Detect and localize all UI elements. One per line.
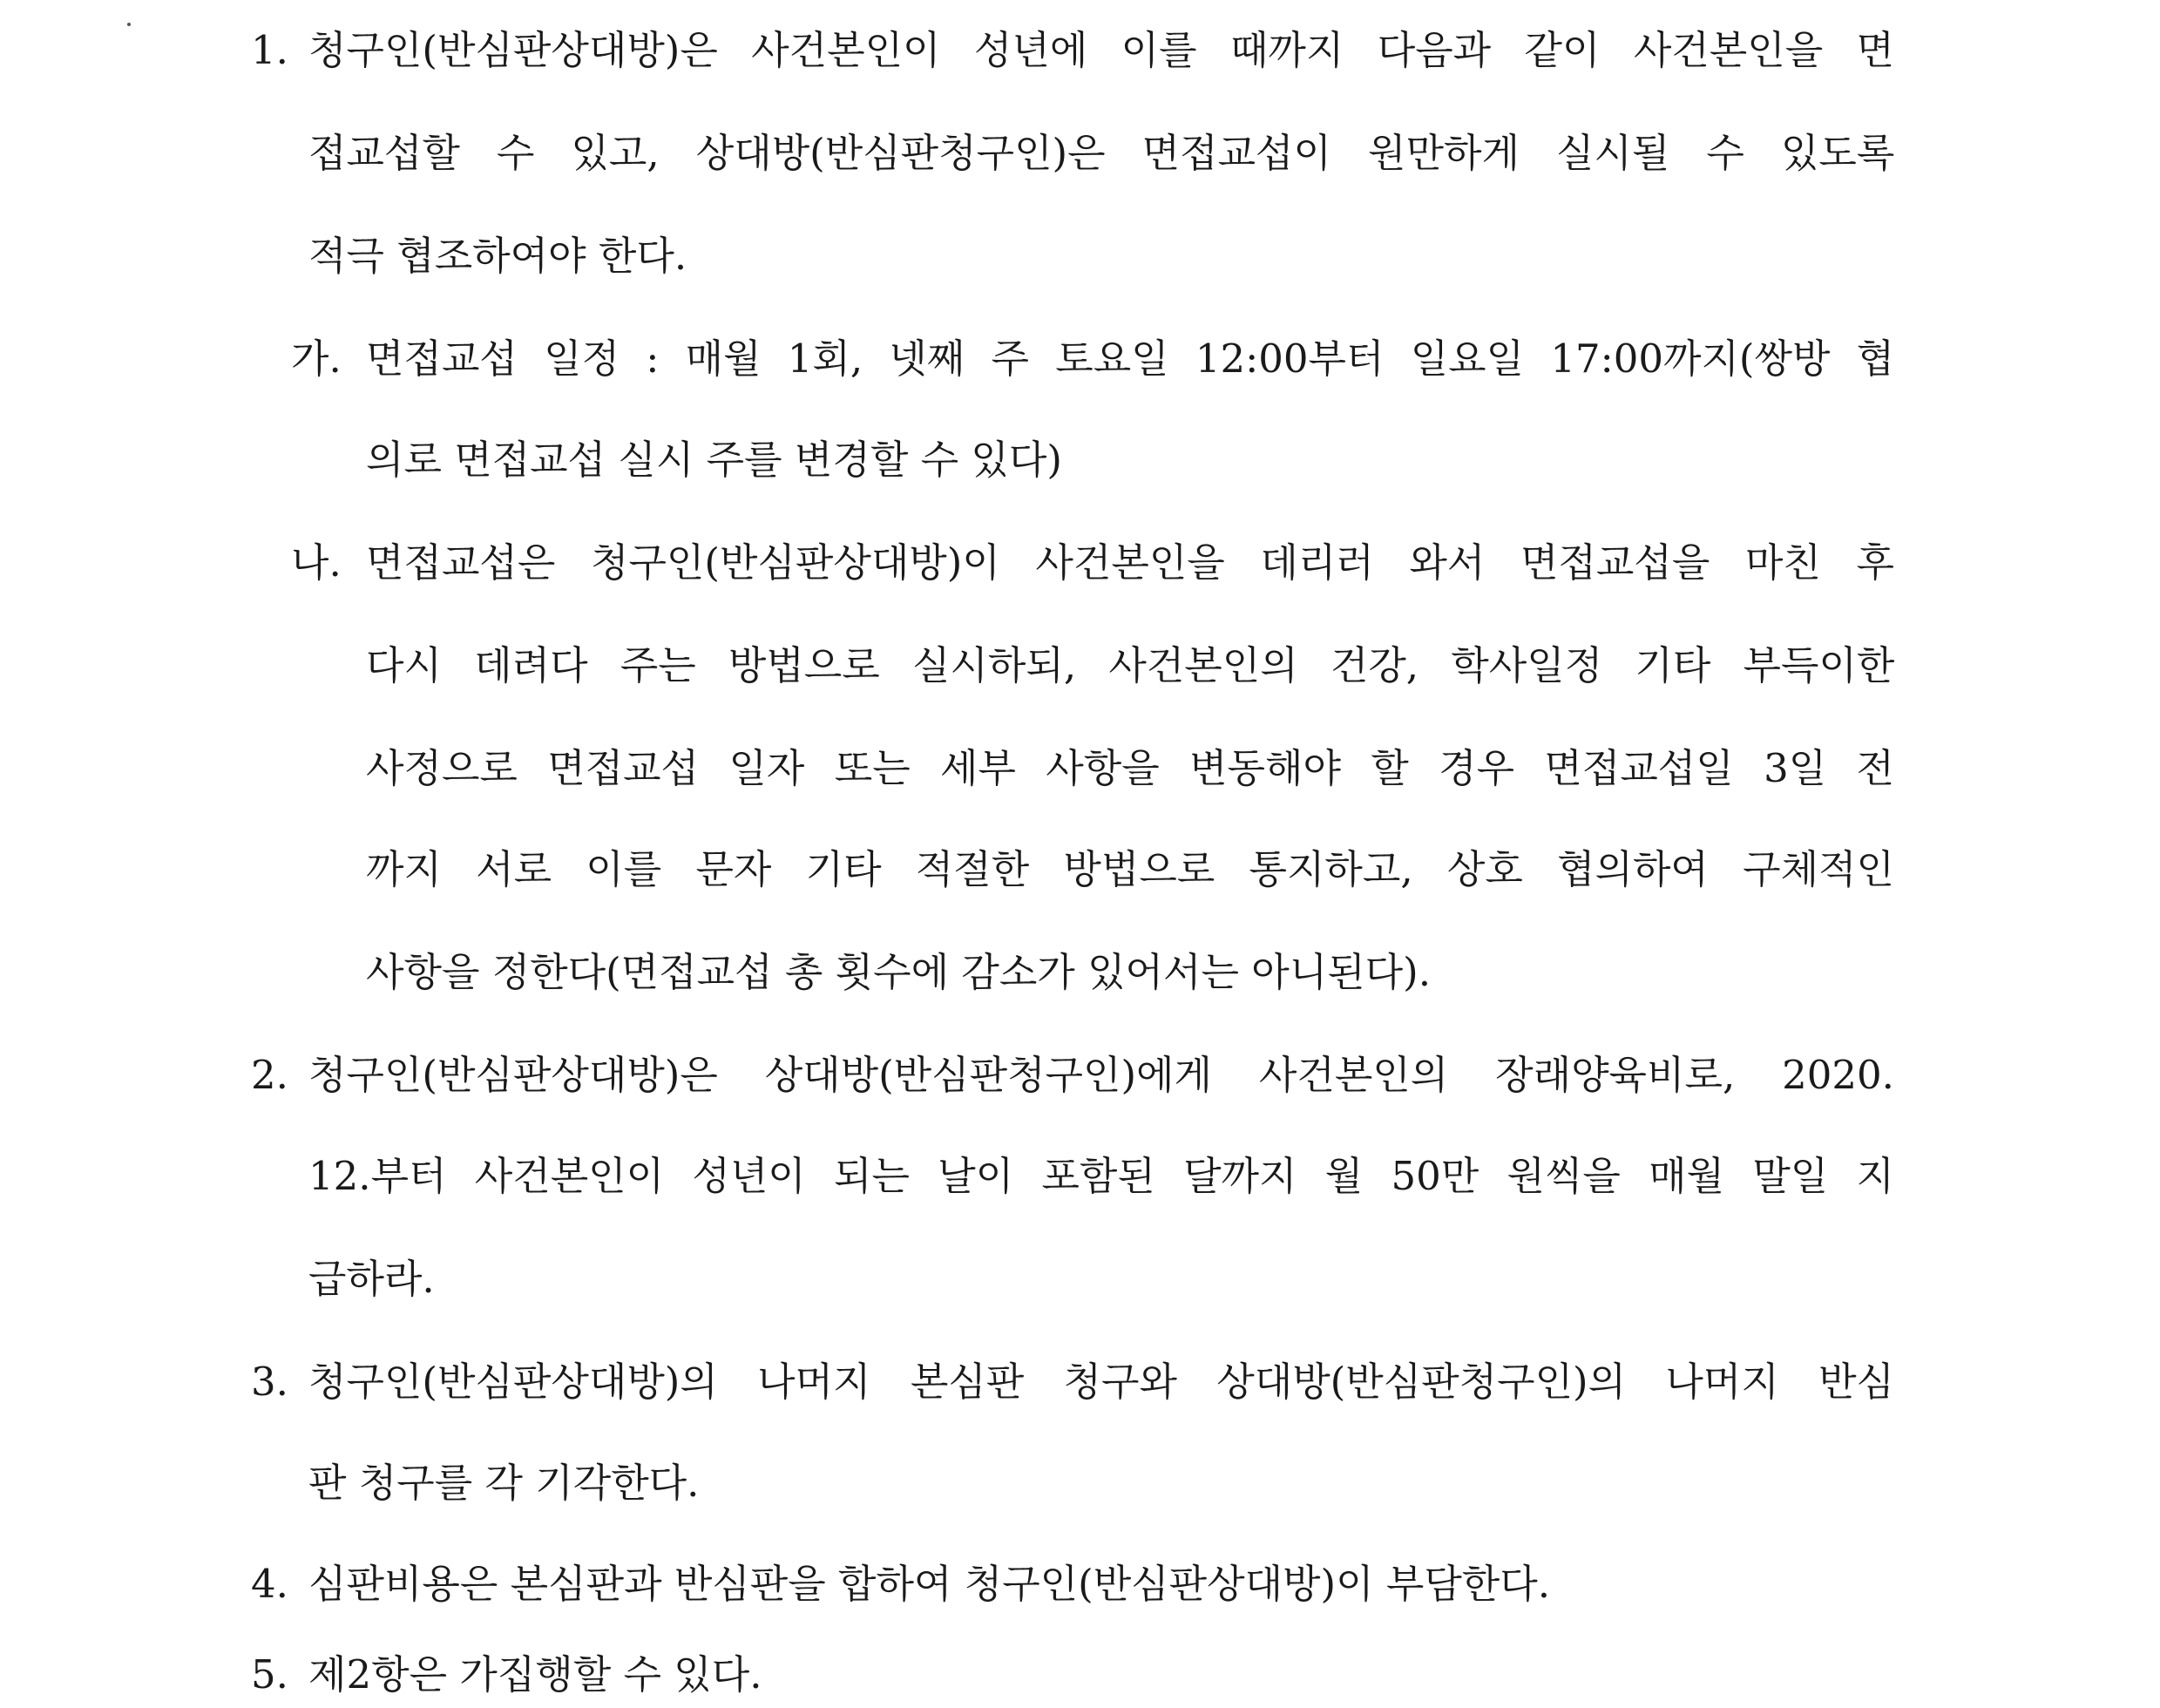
item-marker: 1. <box>251 27 288 73</box>
scan-speck <box>127 23 131 26</box>
sub-item-text: 면접교섭 일정 : 매월 1회, 넷째 주 토요일 12:00부터 일요일 17:00까지(쌍방 협 <box>366 336 1895 382</box>
item-marker: 3. <box>251 1359 288 1405</box>
item-text: 심판비용은 본심판과 반심판을 합하여 청구인(반심판상대방)이 부담한다. <box>308 1561 1551 1607</box>
sub-item-text: 의로 면접교섭 실시 주를 변경할 수 있다) <box>366 437 1062 483</box>
item-text: 청구인(반심판상대방)은 상대방(반심판청구인)에게 사건본인의 장래양육비로, 2020. <box>308 1052 1894 1098</box>
item-marker: 5. <box>251 1651 288 1698</box>
item-text: 제2항은 가집행할 수 있다. <box>308 1651 762 1698</box>
sub-item-text: 까지 서로 이를 문자 기타 적절한 방법으로 통지하고, 상호 협의하여 구체적인 <box>366 846 1894 892</box>
item-text: 접교섭할 수 있고, 상대방(반심판청구인)은 면접교섭이 원만하게 실시될 수 있도록 <box>308 130 1895 176</box>
item-text: 청구인(반심판상대방)의 나머지 본심판 청구와 상대방(반심판청구인)의 나머지 반심 <box>308 1359 1895 1405</box>
item-text: 적극 협조하여야 한다. <box>308 233 687 279</box>
sub-item-text: 면접교섭은 청구인(반심판상대방)이 사건본인을 데리러 와서 면접교섭을 마친 후 <box>366 539 1894 586</box>
item-marker: 2. <box>251 1052 288 1098</box>
sub-item-text: 사항을 정한다(면접교섭 총 횟수에 감소가 있어서는 아니된다). <box>366 949 1431 995</box>
item-text: 12.부터 사건본인이 성년이 되는 날이 포함된 달까지 월 50만 원씩을 매월 말일 지 <box>308 1153 1894 1199</box>
item-text: 판 청구를 각 기각한다. <box>308 1460 700 1506</box>
item-marker: 4. <box>251 1561 288 1607</box>
item-text: 청구인(반심판상대방)은 사건본인이 성년에 이를 때까지 다음과 같이 사건본인을 면 <box>308 27 1894 73</box>
item-text: 급하라. <box>308 1256 435 1302</box>
sub-item-text: 사정으로 면접교섭 일자 또는 세부 사항을 변동해야 할 경우 면접교섭일 3일 전 <box>366 745 1894 791</box>
sub-item-marker: 가. <box>291 336 342 382</box>
sub-item-marker: 나. <box>291 539 342 586</box>
sub-item-text: 다시 데려다 주는 방법으로 실시하되, 사건본인의 건강, 학사일정 기타 부득이한 <box>366 642 1895 688</box>
